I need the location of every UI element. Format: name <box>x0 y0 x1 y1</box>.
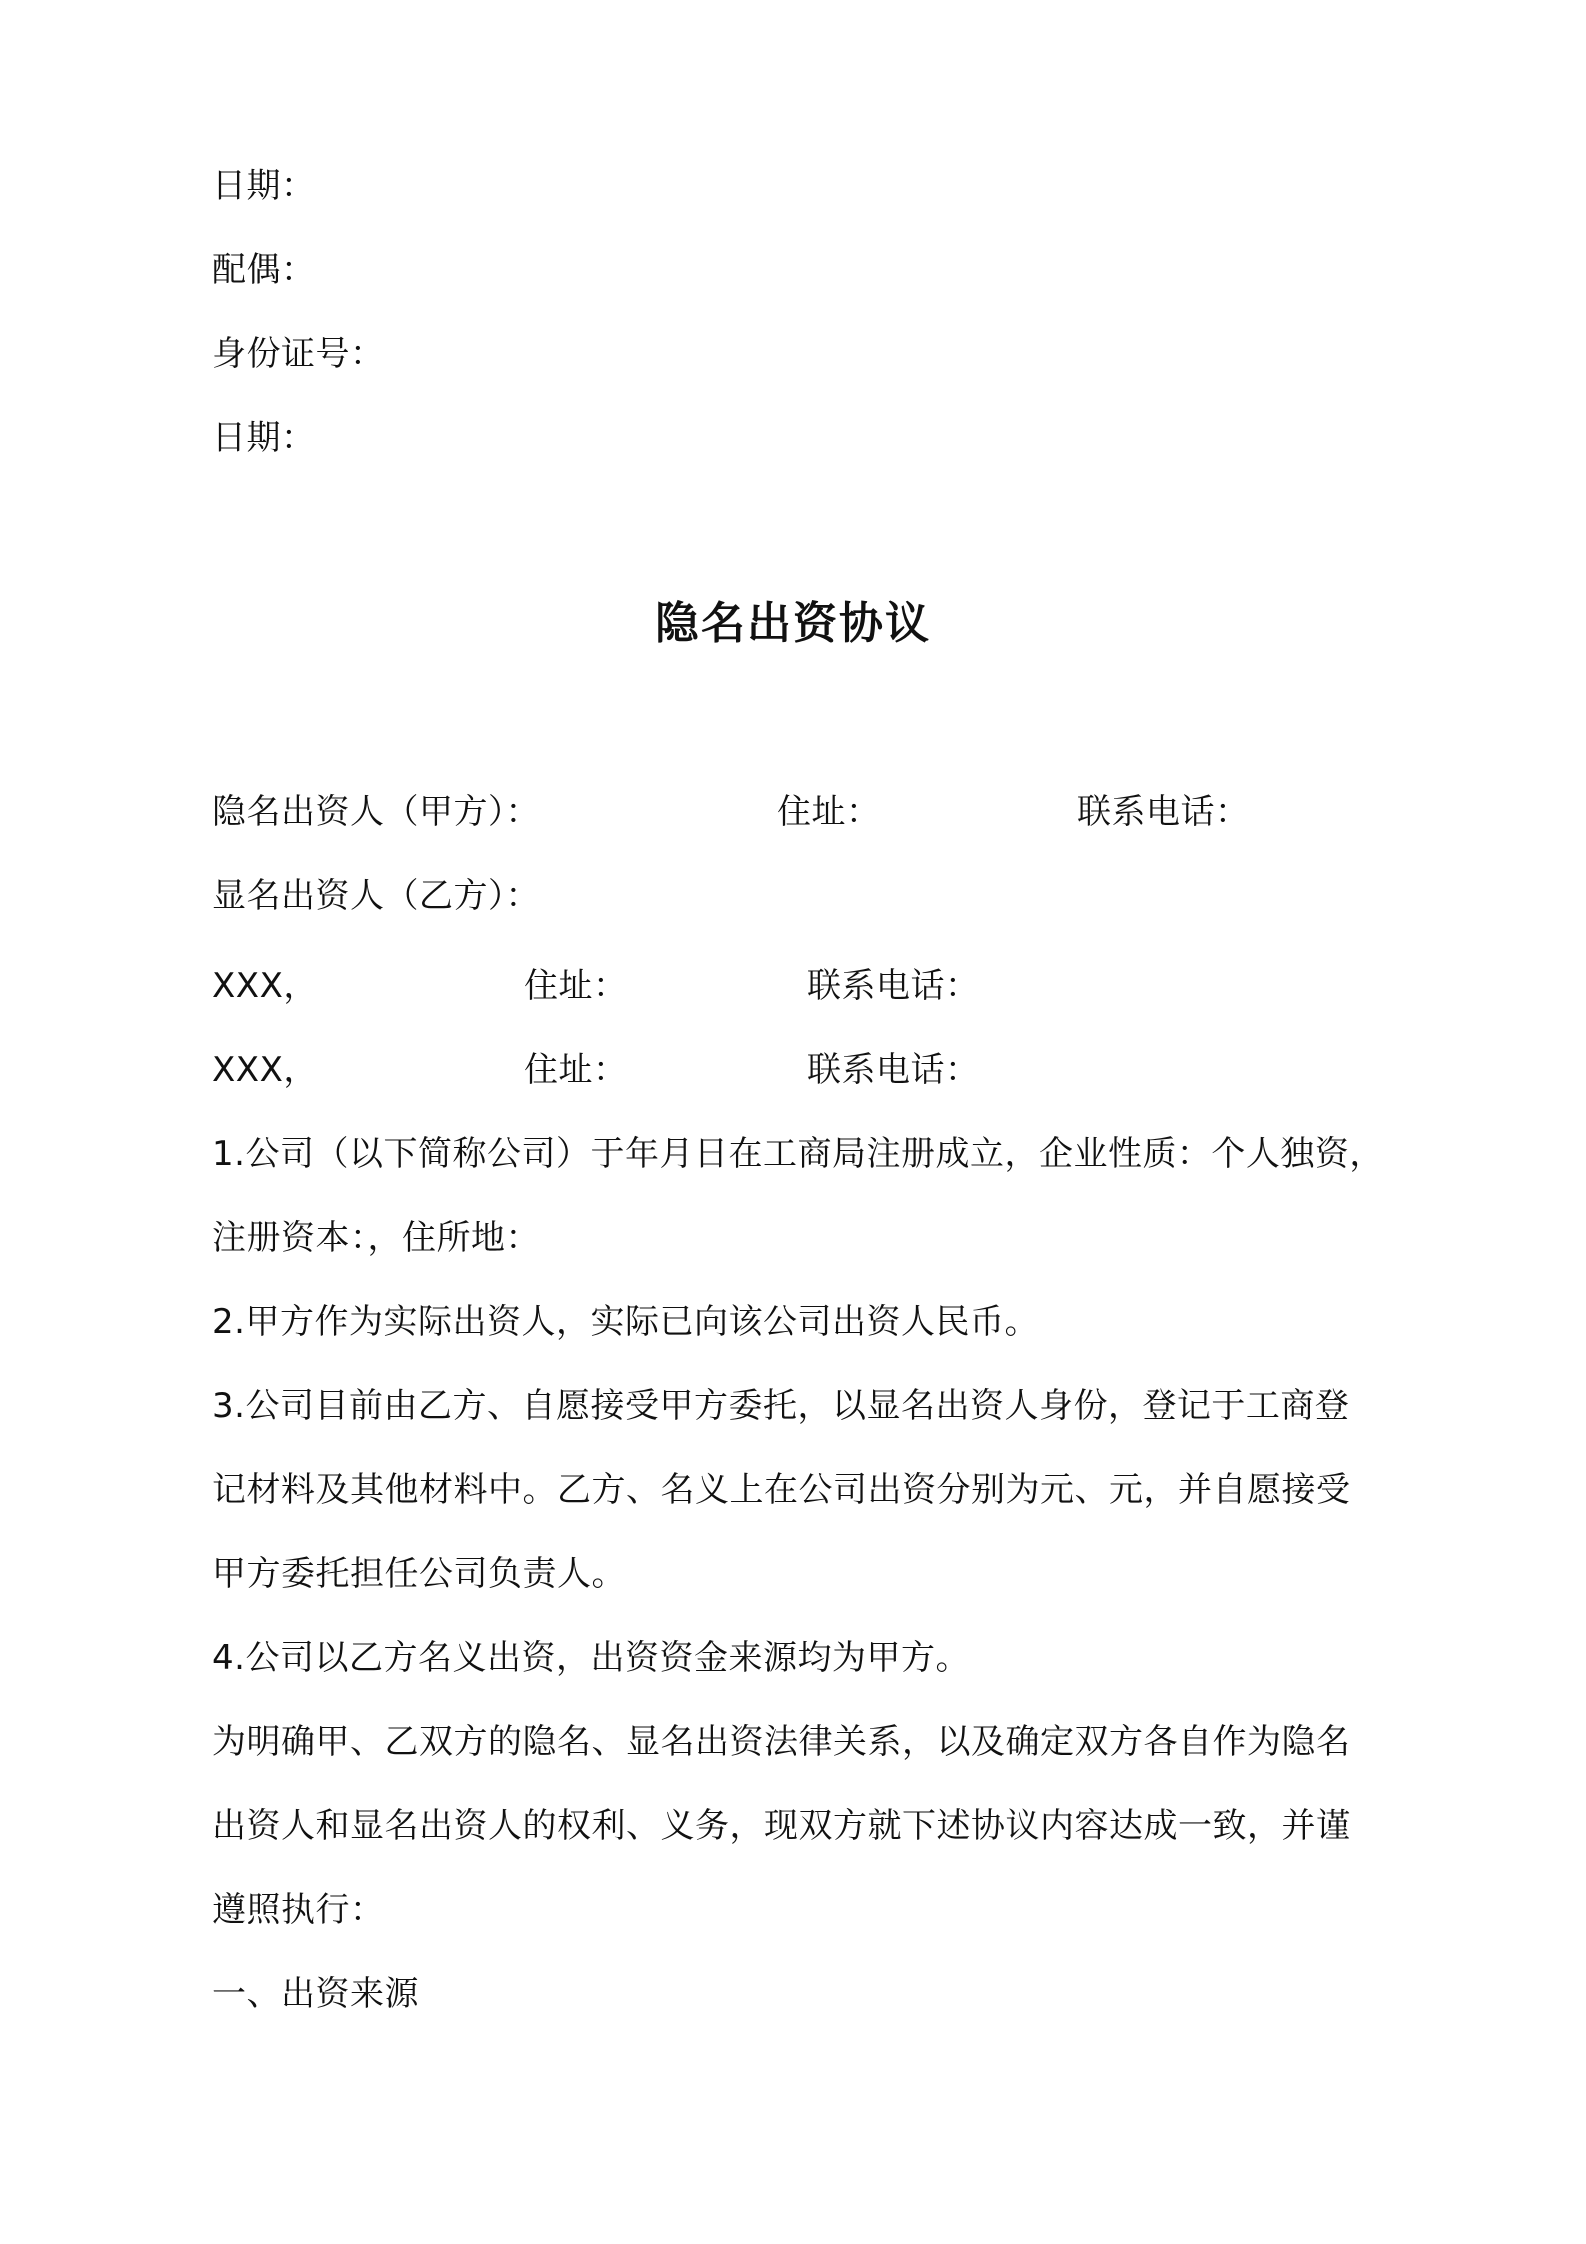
document-title: 隐名出资协议 <box>655 598 931 649</box>
body-line: 3.公司目前由乙方、自愿接受甲方委托，以显名出资人身份，登记于工商登 <box>212 1386 1350 1426</box>
body-line: 4.公司以乙方名义出资，出资资金来源均为甲方。 <box>212 1638 970 1678</box>
body-line: 遵照执行： <box>212 1890 385 1930</box>
body-line: 注册资本：，住所地： <box>212 1218 540 1258</box>
party-b-label: 显名出资人（乙方）： <box>212 876 540 916</box>
party-a-label: 隐名出资人（甲方）： <box>212 792 540 832</box>
party-b-row <box>212 1048 1412 1092</box>
party-a-row <box>212 790 1412 834</box>
body-line: 为明确甲、乙双方的隐名、显名出资法律关系，以及确定双方各自作为隐名 <box>212 1722 1351 1762</box>
date-field-1: 日期： <box>212 166 316 206</box>
body-line: 1.公司（以下简称公司）于年月日在工商局注册成立，企业性质：个人独资， <box>212 1134 1384 1174</box>
id-number-field: 身份证号： <box>212 334 385 374</box>
party-b-name: XXX， <box>212 1050 318 1090</box>
date-field-2: 日期： <box>212 418 316 458</box>
party-b-phone: 联系电话： <box>807 1050 980 1090</box>
body-line: 甲方委托担任公司负责人。 <box>212 1554 626 1594</box>
party-b-address: 住址： <box>524 966 628 1006</box>
party-b-name: XXX， <box>212 966 318 1006</box>
party-b-phone: 联系电话： <box>807 966 980 1006</box>
body-line: 2.甲方作为实际出资人，实际已向该公司出资人民币。 <box>212 1302 1039 1342</box>
section-heading: 一、出资来源 <box>212 1974 419 2014</box>
party-a-phone: 联系电话： <box>1077 792 1250 832</box>
party-b-address: 住址： <box>524 1050 628 1090</box>
body-line: 记材料及其他材料中。乙方、名义上在公司出资分别为元、元，并自愿接受 <box>212 1470 1351 1510</box>
party-a-address: 住址： <box>777 792 881 832</box>
party-b-row <box>212 964 1412 1008</box>
spouse-field: 配偶： <box>212 250 316 290</box>
body-line: 出资人和显名出资人的权利、义务，现双方就下述协议内容达成一致，并谨 <box>212 1806 1351 1846</box>
